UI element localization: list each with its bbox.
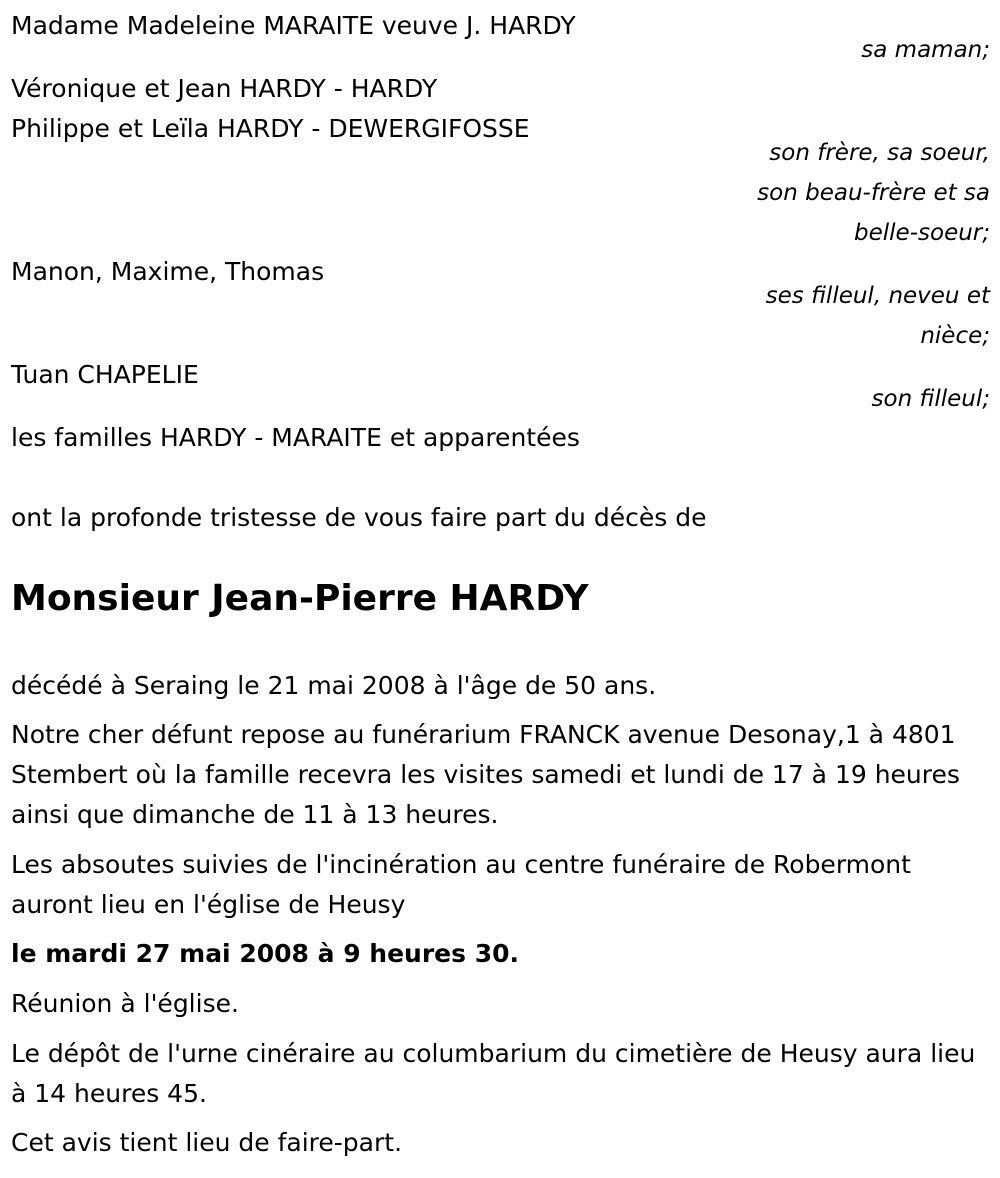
family-name-sibling-1: Véronique et Jean HARDY - HARDY bbox=[11, 74, 438, 103]
family-role-siblings-line-2: son beau-frère et sa bbox=[757, 180, 990, 206]
family-name-families: les familles HARDY - MARAITE et apparentées bbox=[11, 423, 580, 452]
family-role-godchildren-line-1: ses filleul, neveu et bbox=[765, 283, 990, 309]
announcement-text: ont la profonde tristesse de vous faire part du décès de bbox=[11, 503, 707, 532]
ceremony-date: le mardi 27 mai 2008 à 9 heures 30. bbox=[11, 939, 519, 968]
death-details: décédé à Seraing le 21 mai 2008 à l'âge de 50 ans. bbox=[11, 671, 657, 700]
urn-details: Le dépôt de l'urne cinéraire au columbarium du cimetière de Heusy aura lieu à 14 heures 45. bbox=[11, 1039, 976, 1108]
funerarium-details: Notre cher défunt repose au funérarium FRANCK avenue Desonay,1 à 4801 Stembert où la famille recevra les visites samedi et lundi de 17 à 19 heures ainsi que dimanche de 11 à 13 heures. bbox=[11, 720, 960, 829]
ceremony-details: Les absoutes suivies de l'incinération au centre funéraire de Robermont auront lieu en l'église de Heusy bbox=[11, 850, 911, 919]
closing-note: Cet avis tient lieu de faire-part. bbox=[11, 1128, 403, 1157]
family-role-mother: sa maman; bbox=[861, 37, 990, 63]
family-role-godchildren-line-2: nièce; bbox=[920, 323, 990, 349]
family-role-godson: son filleul; bbox=[871, 386, 990, 412]
meeting-note: Réunion à l'église. bbox=[11, 989, 239, 1018]
deceased-name: Monsieur Jean-Pierre HARDY bbox=[11, 578, 589, 619]
family-name-mother: Madame Madeleine MARAITE veuve J. HARDY bbox=[11, 11, 576, 40]
family-name-godchildren: Manon, Maxime, Thomas bbox=[11, 257, 325, 286]
family-role-siblings-line-1: son frère, sa soeur, bbox=[769, 140, 990, 166]
family-name-sibling-2: Philippe et Leïla HARDY - DEWERGIFOSSE bbox=[11, 114, 530, 143]
family-role-siblings-line-3: belle-soeur; bbox=[854, 220, 990, 246]
family-name-godson: Tuan CHAPELIE bbox=[11, 360, 199, 389]
